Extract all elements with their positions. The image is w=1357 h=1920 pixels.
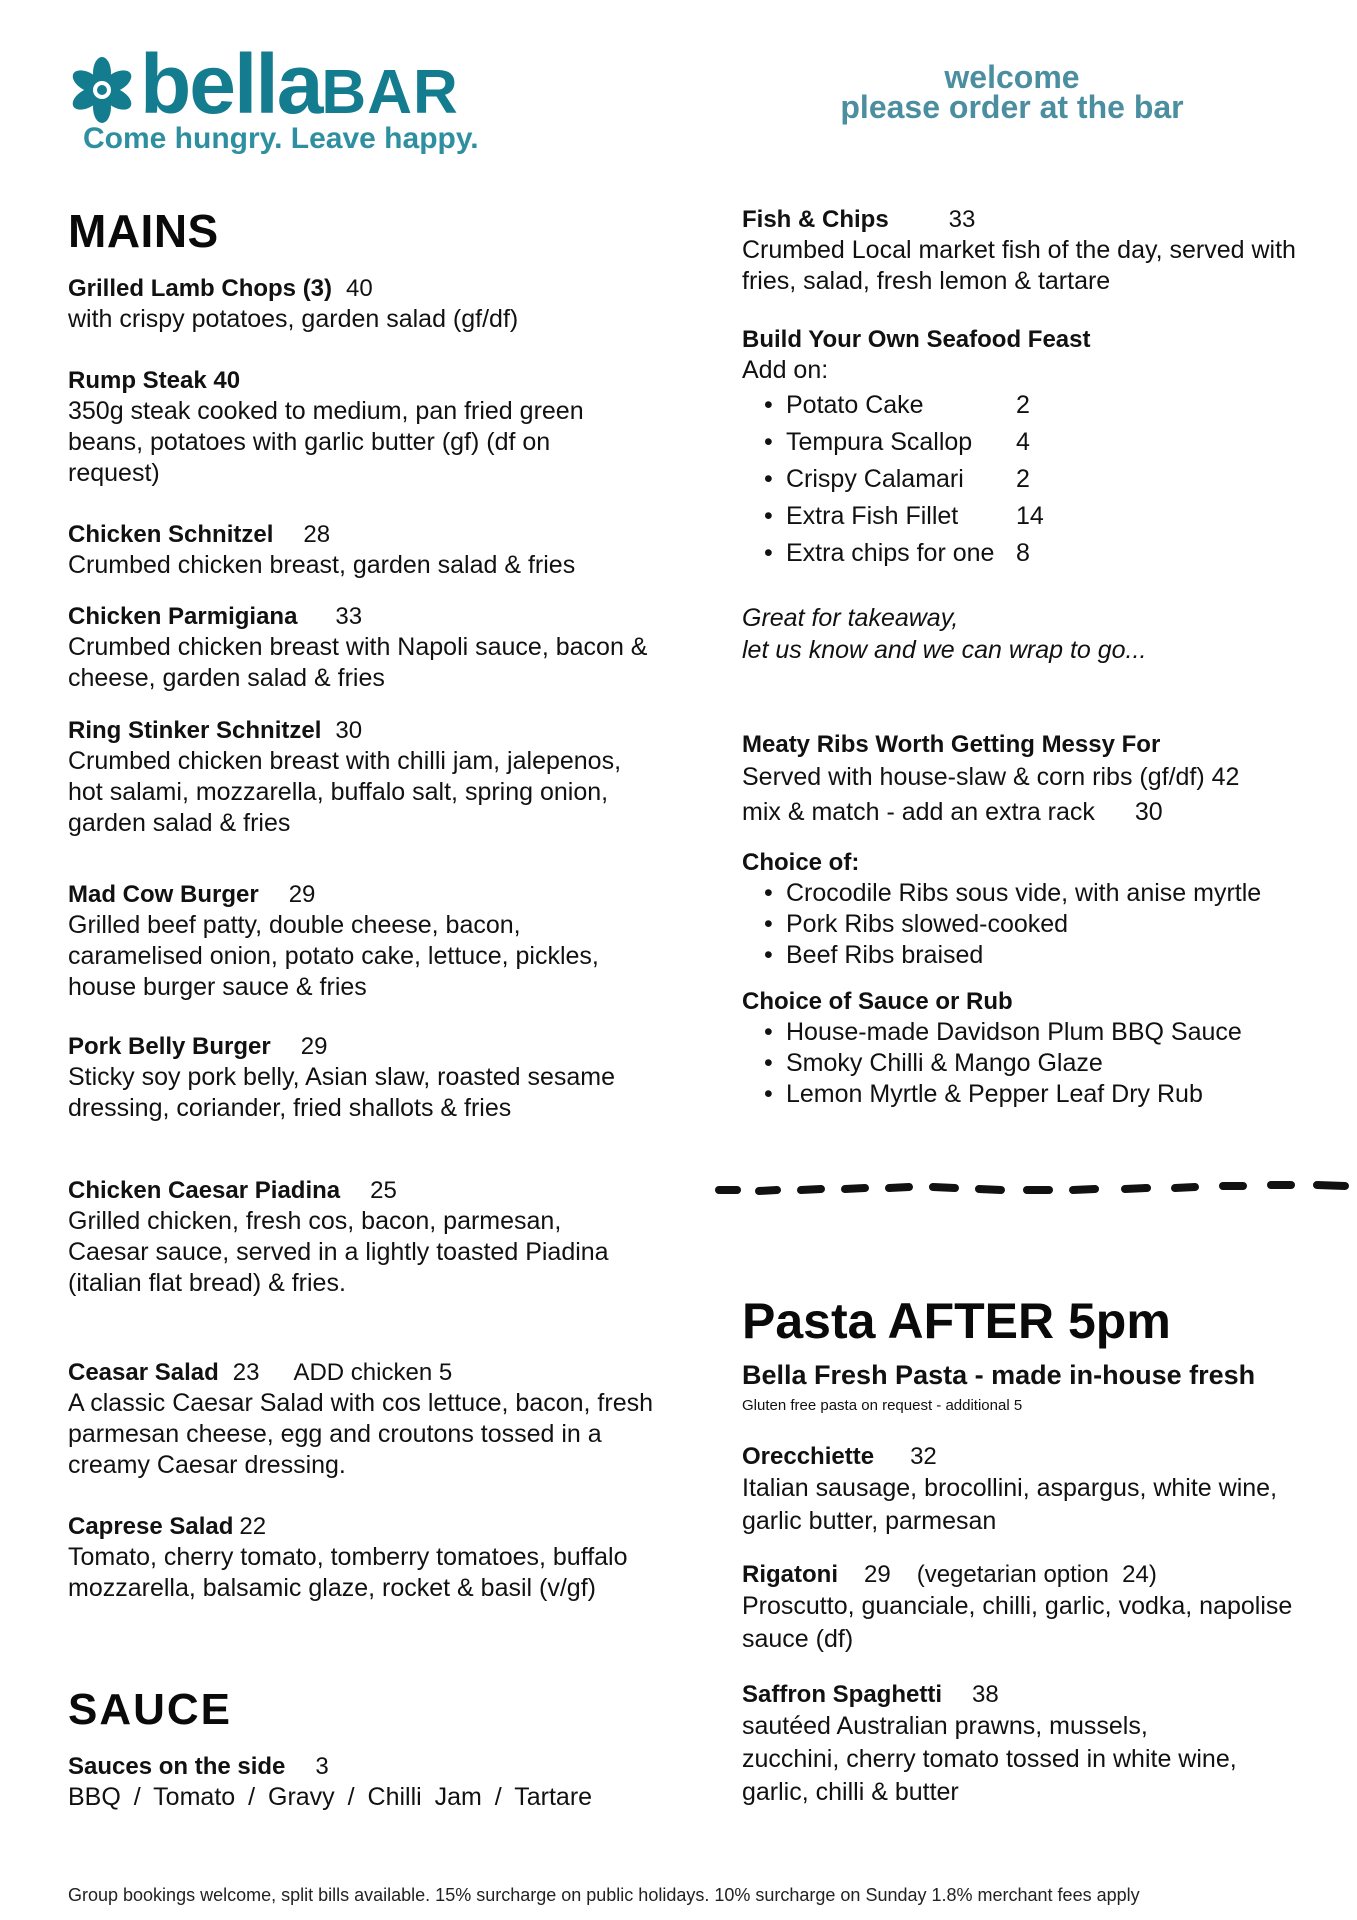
- item-extra: ADD chicken 5: [293, 1359, 453, 1386]
- item-price: 33: [948, 206, 976, 233]
- logo: [66, 37, 526, 158]
- list-item: • Beef Ribs braised: [742, 940, 1342, 971]
- order-at-bar-line: please order at the bar: [840, 89, 1184, 125]
- addon-price: 14: [1016, 502, 1044, 530]
- item-desc: Proscutto, guanciale, chilli, garlic, vodka, napolise sauce (df): [742, 1592, 1293, 1653]
- list-item: • Pork Ribs slowed-cooked: [742, 909, 1342, 940]
- ribs-title: Meaty Ribs Worth Getting Messy For: [742, 731, 1161, 758]
- list-item: [742, 427, 1342, 458]
- item-desc: Sticky soy pork belly, Asian slaw, roasted sesame dressing, coriander, fried shallots & fries: [68, 1063, 615, 1122]
- addon-name: • Crispy Calamari: [786, 465, 964, 493]
- item-desc: Grilled chicken, fresh cos, bacon, parmesan, Caesar sauce, served in a lightly toasted Piadina (italian flat bread) & fries.: [68, 1207, 609, 1297]
- takeaway-note: [742, 602, 1146, 666]
- item-desc: Crumbed chicken breast with chilli jam, jalepenos, hot salami, mozzarella, buffalo salt, spring onion, garden salad & fries: [68, 747, 622, 837]
- list-item: [742, 538, 1342, 569]
- item-name: Mad Cow Burger: [68, 881, 259, 908]
- item-name: Chicken Schnitzel: [68, 521, 274, 548]
- addon-name: • Potato Cake: [786, 391, 924, 419]
- item-price: 33: [335, 603, 363, 630]
- item-name: Fish & Chips: [742, 206, 889, 233]
- flower-logo-icon: [66, 54, 138, 126]
- item-name: Rigatoni: [742, 1561, 838, 1588]
- item-name: Grilled Lamb Chops (3): [68, 275, 333, 302]
- item-desc: Italian sausage, brocollini, aspargus, white wine, garlic butter, parmesan: [742, 1474, 1278, 1535]
- menu-item-pork-belly-burger: [68, 1032, 628, 1124]
- addon-name: • Tempura Scallop: [786, 428, 973, 456]
- ribs-section: [742, 730, 1342, 1110]
- item-name: Sauces on the side: [68, 1753, 286, 1780]
- welcome-message: [812, 59, 1212, 125]
- menu-item-saffron-spaghetti: [742, 1680, 1242, 1809]
- item-desc: Crumbed Local market fish of the day, served with fries, salad, fresh lemon & tartare: [742, 236, 1296, 295]
- item-name: Ring Stinker Schnitzel: [68, 717, 322, 744]
- seafood-subtitle: Add on:: [742, 356, 829, 384]
- item-name: Pork Belly Burger: [68, 1033, 271, 1060]
- menu-item-sauces: [68, 1752, 688, 1813]
- gluten-free-note: Gluten free pasta on request - additional 5: [742, 1397, 1023, 1414]
- menu-item-mad-cow-burger: [68, 880, 628, 1003]
- list-item: [742, 390, 1342, 421]
- seafood-feast: [742, 325, 1342, 569]
- menu-item-caprese-salad: [68, 1512, 648, 1604]
- takeaway-line-2: let us know and we can wrap to go...: [742, 636, 1147, 664]
- rib-sauces: [742, 1017, 1342, 1110]
- addon-price: 2: [1016, 465, 1030, 493]
- item-price: 38: [972, 1681, 999, 1708]
- pasta-subtitle-text: Bella Fresh Pasta - made in-house fresh: [742, 1360, 1256, 1390]
- item-price: 32: [910, 1443, 937, 1470]
- item-price: 28: [303, 521, 331, 548]
- pasta-subtitle: [742, 1360, 1255, 1390]
- list-item: • Smoky Chilli & Mango Glaze: [742, 1048, 1342, 1079]
- choice-title: Choice of:: [742, 849, 860, 876]
- ribs-line-1: Served with house-slaw & corn ribs (gf/df) 42: [742, 763, 1240, 791]
- menu-item-chicken-caesar-piadina: [68, 1176, 648, 1299]
- seafood-title: Build Your Own Seafood Feast: [742, 326, 1091, 353]
- takeaway-line-1: Great for takeaway,: [742, 604, 959, 632]
- item-price: 23: [232, 1359, 260, 1386]
- item-name: Saffron Spaghetti: [742, 1681, 943, 1708]
- brand-name: [140, 37, 459, 131]
- menu-item-lamb-chops: [68, 274, 688, 335]
- menu-item-fish-and-chips: [742, 205, 1357, 297]
- ribs-line-2: [742, 797, 1342, 828]
- item-desc: 350g steak cooked to medium, pan fried green beans, potatoes with garlic butter (gf) (df on request): [68, 397, 584, 487]
- list-item: [742, 501, 1342, 532]
- pasta-title: Pasta AFTER 5pm: [742, 1293, 1171, 1349]
- mains-title: MAINS: [68, 205, 219, 257]
- menu-item-caesar-salad: [68, 1358, 668, 1481]
- item-desc: sautéed Australian prawns, mussels, zucchini, cherry tomato tossed in white wine, garlic, chilli & butter: [742, 1712, 1237, 1806]
- dashed-divider: [715, 1172, 1350, 1212]
- sauce-title: SAUCE: [68, 1685, 233, 1734]
- brand-bella: bella: [140, 37, 322, 131]
- item-name: Rump Steak 40: [68, 367, 241, 394]
- brand-bar: BAR: [321, 58, 459, 127]
- item-name: Ceasar Salad: [68, 1359, 219, 1386]
- sauce-list: BBQ / Tomato / Gravy / Chilli Jam / Tartare: [68, 1783, 593, 1811]
- list-item: • House-made Davidson Plum BBQ Sauce: [742, 1017, 1342, 1048]
- list-item: • Lemon Myrtle & Pepper Leaf Dry Rub: [742, 1079, 1342, 1110]
- item-price: 3: [315, 1753, 329, 1780]
- item-price: 29: [864, 1561, 891, 1588]
- item-desc: Tomato, cherry tomato, tomberry tomatoes, buffalo mozzarella, balsamic glaze, rocket & basil (v/gf): [68, 1543, 628, 1602]
- ribs-extra-rack: mix & match - add an extra rack: [742, 798, 1095, 826]
- item-name: Chicken Caesar Piadina: [68, 1177, 341, 1204]
- item-price: 29: [288, 881, 316, 908]
- item-extra: (vegetarian option 24): [916, 1561, 1157, 1588]
- menu-item-chicken-parmigiana: [68, 602, 648, 694]
- menu-item-orecchiette: [742, 1442, 1302, 1538]
- footer-note: Group bookings welcome, split bills available. 15% surcharge on public holidays. 10% surcharge on Sunday 1.8% merchant fees apply: [68, 1885, 1140, 1905]
- item-price: 30: [335, 717, 363, 744]
- item-desc: Grilled beef patty, double cheese, bacon, caramelised onion, potato cake, lettuce, pickles, house burger sauce & fries: [68, 911, 599, 1001]
- menu-item-ring-stinker-schnitzel: [68, 716, 658, 839]
- menu-item-chicken-schnitzel: [68, 520, 688, 581]
- seafood-addons: [742, 390, 1342, 569]
- tagline: Come hungry. Leave happy.: [83, 122, 479, 155]
- item-price: 25: [370, 1177, 397, 1204]
- item-desc: Crumbed chicken breast with Napoli sauce, bacon & cheese, garden salad & fries: [68, 633, 648, 692]
- welcome-line: welcome: [944, 59, 1080, 95]
- item-name: Orecchiette: [742, 1443, 875, 1470]
- menu-item-rigatoni: [742, 1560, 1302, 1656]
- ribs-extra-price: 30: [1134, 798, 1163, 826]
- item-name: Caprese Salad: [68, 1513, 234, 1540]
- item-desc: A classic Caesar Salad with cos lettuce, bacon, fresh parmesan cheese, egg and croutons tossed in a creamy Caesar dressing.: [68, 1389, 654, 1479]
- addon-name: • Extra Fish Fillet: [786, 502, 959, 530]
- rib-choices: [742, 878, 1342, 971]
- menu-item-rump-steak: [68, 366, 638, 489]
- list-item: • Crocodile Ribs sous vide, with anise myrtle: [742, 878, 1342, 909]
- addon-price: 8: [1016, 539, 1030, 567]
- list-item: [742, 464, 1342, 495]
- addon-price: 4: [1016, 428, 1030, 456]
- addon-price: 2: [1016, 391, 1030, 419]
- item-name: Chicken Parmigiana: [68, 603, 298, 630]
- item-price: 22: [239, 1513, 267, 1540]
- addon-name: • Extra chips for one: [786, 539, 995, 567]
- item-price: 29: [300, 1033, 328, 1060]
- item-desc: with crispy potatoes, garden salad (gf/df): [68, 305, 519, 333]
- item-desc: Crumbed chicken breast, garden salad & fries: [68, 551, 576, 579]
- sauce-rub-title: Choice of Sauce or Rub: [742, 988, 1013, 1015]
- item-price: 40: [346, 275, 373, 302]
